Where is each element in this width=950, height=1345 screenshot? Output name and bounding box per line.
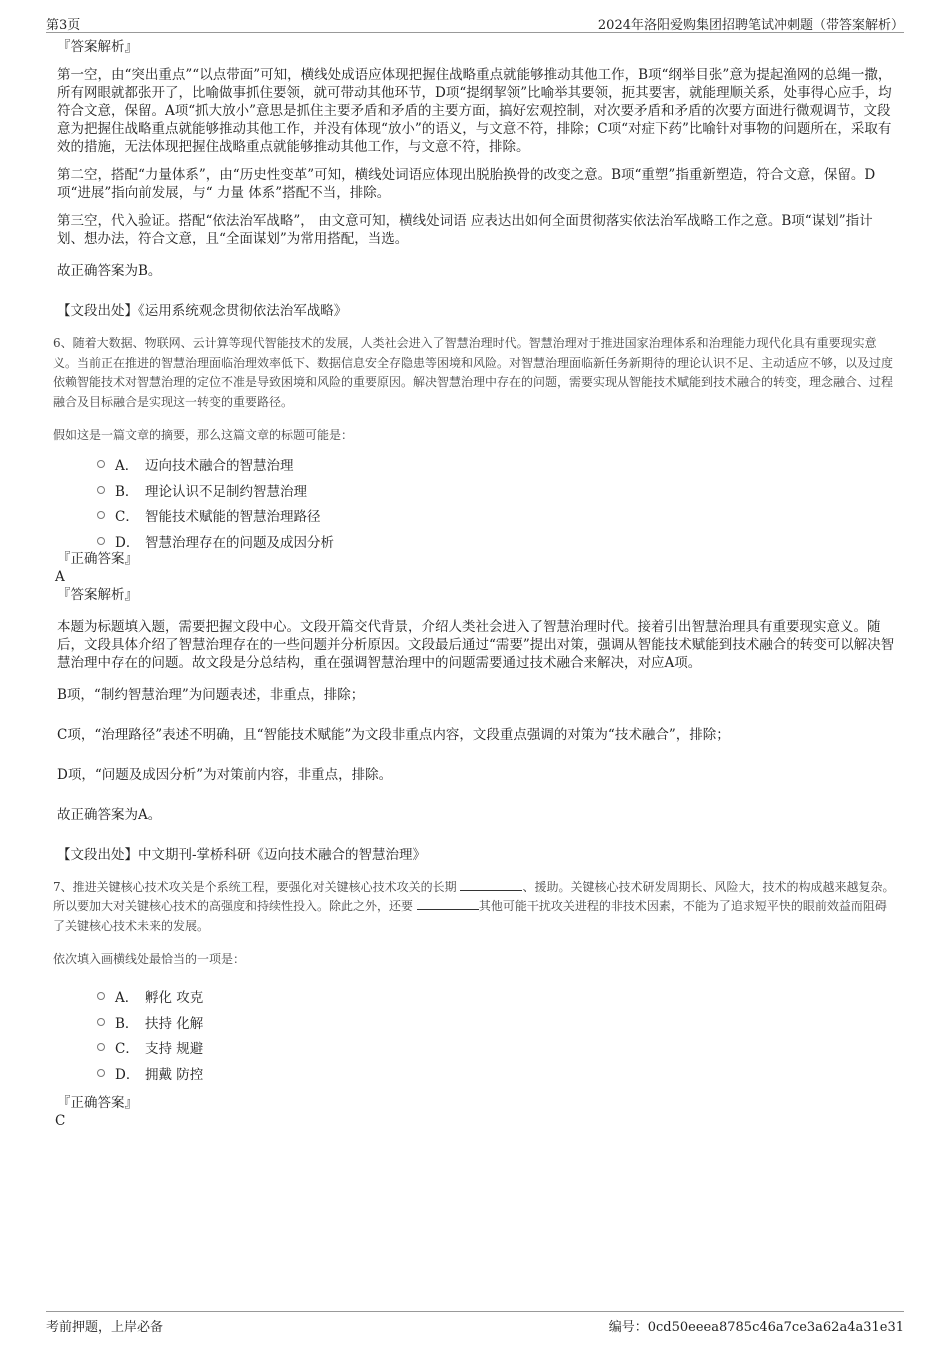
analysis-paragraph: 第二空，搭配“力量体系”，由“历史性变革”可知，横线处词语应体现出脱胎换骨的改变之意。B项“重塑”指重新塑造，符合文意，保留。D项“进展”指向前发展，与“ 力量 体系”搭配不当，排除。 <box>57 167 876 201</box>
analysis-paragraph: D项，“问题及成因分析”为对策前内容，非重点，排除。 <box>57 766 393 783</box>
answer-value: A <box>55 568 65 585</box>
fill-blank <box>460 878 522 891</box>
option-a[interactable]: A． 迈向技术融合的智慧治理 <box>97 452 895 478</box>
option-b[interactable]: B． 扶持 化解 <box>97 1009 895 1035</box>
conclusion: 故正确答案为B。 <box>57 263 162 279</box>
analysis-paragraph: 第一空，由“突出重点”“以点带面”可知，横线处成语应体现把握住战略重点就能够推动其他工作，B项“纲举目张”意为提起渔网的总绳一撒，所有网眼就都张开了，比喻做事抓住要领，就可带动其他环节，D项“提纲挈领”比喻举其要领，扼其要害，就能理顺关系，处事得心应手，均符合文意，保留。A项“抓大放小”意思是抓住主要矛盾和矛盾的主要方面，搞好宏观控制，对次要矛盾和矛盾的次要方面进行微观调节，文段意为把握住战略重点就能够推动其他工作，并没有体现“放小”的语义，与文意不符，排除；C项“对症下药”比喻针对事物的问题所在，采取有效的措施，无法体现把握住战略重点就能够推动其他工作，与文意不符，排除。 <box>57 67 892 155</box>
analysis-paragraph: C项，“治理路径”表述不明确，且“智能技术赋能”为文段非重点内容，文段重点强调的对策为“技术融合”，排除； <box>57 726 730 743</box>
option-c[interactable]: C． 智能技术赋能的智慧治理路径 <box>97 503 895 529</box>
option-b[interactable]: B． 理论认识不足制约智慧治理 <box>97 477 895 503</box>
question-stem: 6、随着大数据、物联网、云计算等现代智能技术的发展，人类社会进入了智慧治理时代。智慧治理对于推进国家治理体系和治理能力现代化具有重要现实意义。当前正在推进的智慧治理面临治理效率低下、数据信息安全存隐患等困境和风险。对智慧治理面临新任务新期待的理论认识不足、主动适应不够，以及过度依赖智能技术对智慧治理的定位不准是导致困境和风险的重要原因。解决智慧治理中存在的问题，需要实现从智能技术赋能到技术融合的转变，理念融合、过程融合及目标融合是实现这一转变的重要路径。 <box>53 336 894 409</box>
question-prompt: 假如这是一篇文章的摘要，那么这篇文章的标题可能是： <box>53 428 354 442</box>
radio-icon[interactable] <box>97 511 105 519</box>
radio-icon[interactable] <box>97 537 105 545</box>
analysis-paragraph: 第三空，代入验证。搭配“依法治军战略”， 由文意可知，横线处词语 应表达出如何全面贯彻落实依法治军战略工作之意。B项“谋划”指计划、想办法，符合文意，且“全面谋划”为常用搭配，当选。 <box>57 213 873 247</box>
document-id: 编号：0cd50eeea8785c46a7ce3a62a4a31e31 <box>608 1320 904 1335</box>
answer-value: C <box>55 1112 66 1129</box>
source-citation: 【文段出处】《运用系统观念贯彻依法治军战略》 <box>57 303 348 319</box>
conclusion: 故正确答案为A。 <box>57 806 162 823</box>
analysis-paragraph: B项，“制约智慧治理”为问题表述，非重点，排除； <box>57 686 365 703</box>
answer-label: 『正确答案』 <box>57 550 138 567</box>
source-citation: 【文段出处】中文期刊-掌桥科研《迈向技术融合的智慧治理》 <box>57 846 427 863</box>
page-number: 第3页 <box>46 18 81 33</box>
option-list <box>97 452 895 554</box>
radio-icon[interactable] <box>97 486 105 494</box>
radio-icon[interactable] <box>97 1043 105 1051</box>
answer-label: 『正确答案』 <box>57 1094 138 1111</box>
document-title: 2024年洛阳爱购集团招聘笔试冲刺题（带答案解析） <box>597 18 904 33</box>
page-footer <box>46 1311 904 1334</box>
option-c[interactable]: C． 支持 规避 <box>97 1035 895 1061</box>
question-prompt: 依次填入画横线处最恰当的一项是： <box>53 952 246 966</box>
fill-blank <box>417 897 479 910</box>
radio-icon[interactable] <box>97 1069 105 1077</box>
option-list <box>97 984 895 1086</box>
question-stem: 7、推进关键核心技术攻关是个系统工程，要强化对关键核心技术攻关的长期 、援助。关键核心技术研发周期长、风险大，技术的构成越来越复杂。所以要加大对关键核心技术的高强度和持续性投入。除此之外，还要 其他可能干扰攻关进程的非技术因素，不能为了追求短平快的眼前效益而阻碍了关键核心技术未来的发展。 <box>53 879 895 933</box>
option-d[interactable]: D． 拥戴 防控 <box>97 1060 895 1086</box>
page-header <box>46 12 904 33</box>
radio-icon[interactable] <box>97 460 105 468</box>
analysis-label: 『答案解析』 <box>57 39 138 55</box>
option-d[interactable]: D． 智慧治理存在的问题及成因分析 <box>97 528 895 554</box>
page-content <box>53 38 895 1130</box>
radio-icon[interactable] <box>97 992 105 1000</box>
analysis-label: 『答案解析』 <box>57 586 138 603</box>
analysis-paragraph: 本题为标题填入题，需要把握文段中心。文段开篇交代背景，介绍人类社会进入了智慧治理时代。接着引出智慧治理具有重要现实意义。随后，文段具体介绍了智慧治理存在的一些问题并分析原因。文段最后通过“需要”提出对策，强调从智能技术赋能到技术融合的转变可以解决智慧治理中存在的问题。故文段是分总结构，重在强调智慧治理中的问题需要通过技术融合来解决，对应A项。 <box>57 618 895 671</box>
option-a[interactable]: A． 孵化 攻克 <box>97 984 895 1010</box>
radio-icon[interactable] <box>97 1018 105 1026</box>
footer-slogan: 考前押题，上岸必备 <box>46 1320 164 1335</box>
